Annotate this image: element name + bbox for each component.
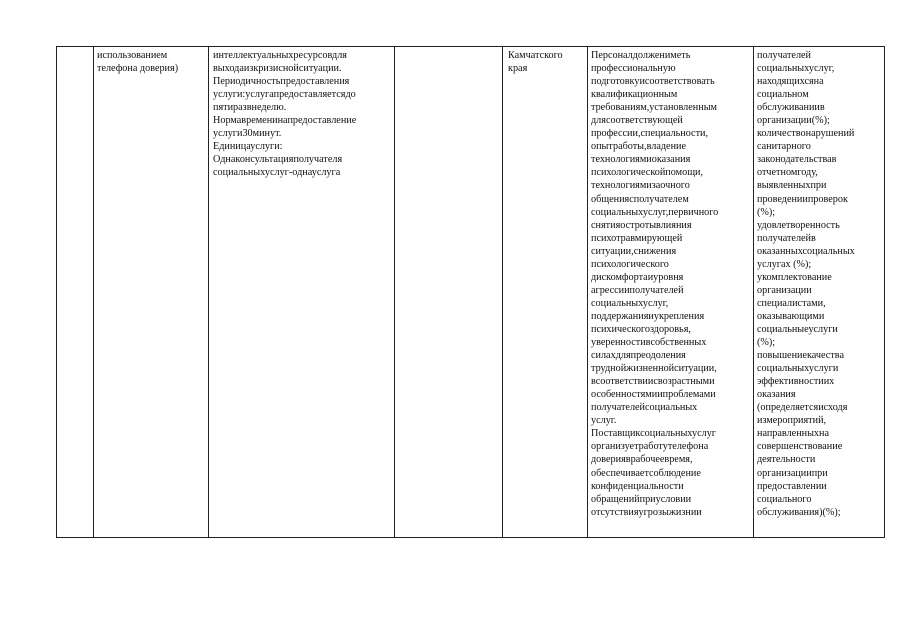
text-line: края <box>508 63 528 75</box>
text-line: общениясполучателем <box>591 193 689 205</box>
text-line: социальныхуслуг,первичного <box>591 206 719 218</box>
text-line: Персоналдолжениметь <box>591 50 691 61</box>
text-line: всоответствиисвозрастными <box>591 376 715 388</box>
column-divider <box>208 47 209 537</box>
text-line: профессиональную <box>591 63 676 75</box>
text-line: уверенностивсобственных <box>591 337 707 349</box>
text-line: обслуживаниив <box>757 102 825 114</box>
text-line: телефона доверия) <box>97 63 179 75</box>
text-line: выявленныхпри <box>757 180 827 192</box>
text-line: длясоответствующей <box>591 115 683 127</box>
text-line: оказывающими <box>757 310 825 322</box>
column-divider <box>587 47 588 537</box>
cell-quality-indicators <box>757 49 881 519</box>
text-line: дискомфортаиуровня <box>591 271 684 283</box>
text-line: услуги30минут. <box>213 128 282 140</box>
cell-service-description <box>213 49 391 179</box>
text-line: повышениекачества <box>757 350 844 362</box>
text-line: отчетномгоду, <box>757 167 818 179</box>
column-divider <box>753 47 754 537</box>
text-line: (%); <box>757 206 776 218</box>
text-line: требованиям,установленным <box>591 102 717 114</box>
text-line: предоставлении <box>757 480 827 492</box>
text-line: интеллектуальныхресурсовдля <box>213 50 347 61</box>
text-line: организации(%); <box>757 115 830 127</box>
text-line: Периодичностьпредоставления <box>213 76 350 88</box>
text-line: социального <box>757 493 812 505</box>
cell-staff-requirements <box>591 49 749 519</box>
text-line: обеспечиваетсоблюдение <box>591 467 701 479</box>
text-line: Единицауслуги: <box>213 141 283 153</box>
text-line: получателейсоциальных <box>591 402 698 414</box>
text-line: обращенийприусловии <box>591 493 692 505</box>
text-line: пятиразвнеделю. <box>213 102 287 114</box>
text-line: организуетработутелефона <box>591 441 709 453</box>
text-line: санитарного <box>757 141 811 153</box>
text-line: измероприятий, <box>757 415 827 427</box>
text-line: Однаконсультацияполучателя <box>213 154 343 166</box>
column-divider <box>394 47 395 537</box>
text-line: психотравмирующей <box>591 232 683 244</box>
text-line: подготовкуисоответствовать <box>591 76 715 88</box>
text-line: снятияостротывлияния <box>591 219 692 231</box>
text-line: удовлетворенность <box>757 219 840 231</box>
text-line: Камчатского <box>508 50 563 61</box>
text-line: силахдляпреодоления <box>591 350 686 362</box>
text-line: (%); <box>757 337 776 349</box>
text-line: организации <box>757 284 812 296</box>
column-divider <box>502 47 503 537</box>
text-line: проведениипроверок <box>757 193 848 205</box>
text-line: совершенствование <box>757 441 843 453</box>
text-line: обслуживания)(%); <box>757 506 841 518</box>
text-line: услуги:услугапредоставляетсядо <box>213 89 356 101</box>
text-line: использованием <box>97 50 168 61</box>
text-line: технологиямиоказания <box>591 154 691 166</box>
text-line: организациипри <box>757 467 828 479</box>
text-line: доверияврабочеевремя, <box>591 454 693 466</box>
text-line: услуг. <box>591 415 617 427</box>
text-line: социальныхуслуги <box>757 363 839 375</box>
text-line: оказанныхсоциальных <box>757 245 855 257</box>
text-line: социальном <box>757 89 809 101</box>
text-line: Поставщиксоциальныхуслуг <box>591 428 716 440</box>
text-line: (определяетсяисходя <box>757 402 848 414</box>
text-line: социальныеуслуги <box>757 323 838 335</box>
services-table <box>56 46 885 538</box>
text-line: психологическойпомощи, <box>591 167 704 179</box>
text-line: оказания <box>757 389 796 401</box>
text-line: специалистами, <box>757 297 826 309</box>
text-line: получателей <box>757 50 812 61</box>
text-line: социальныхуслуг, <box>591 297 669 309</box>
text-line: социальныхуслуг-однауслуга <box>213 167 341 179</box>
text-line: поддержанияиукрепления <box>591 310 705 322</box>
text-line: профессии,специальности, <box>591 128 709 140</box>
text-line: получателейв <box>757 232 816 244</box>
column-divider <box>93 47 94 537</box>
text-line: услугах (%); <box>757 258 812 270</box>
text-line: эффективностиих <box>757 376 835 388</box>
text-line: агрессииполучателей <box>591 284 684 296</box>
text-line: укомплектование <box>757 271 832 283</box>
text-line: находящихсяна <box>757 76 824 88</box>
text-line: законодательствав <box>757 154 837 166</box>
text-line: Нормавременинапредоставление <box>213 115 357 127</box>
text-line: технологиямизаочного <box>591 180 690 192</box>
text-line: особенностямиипроблемами <box>591 389 716 401</box>
text-line: конфиденциальности <box>591 480 684 492</box>
text-line: социальныхуслуг, <box>757 63 835 75</box>
cell-region <box>508 49 588 75</box>
text-line: количествонарушений <box>757 128 855 140</box>
text-line: выходаизкризиснойситуации. <box>213 63 342 75</box>
text-line: направленныхна <box>757 428 830 440</box>
text-line: деятельности <box>757 454 816 466</box>
cell-service-name <box>97 49 205 75</box>
text-line: ситуации,снижения <box>591 245 677 257</box>
text-line: квалификационным <box>591 89 678 101</box>
text-line: отсутствияугрозыжизнии <box>591 506 702 518</box>
text-line: труднойжизненнойситуации, <box>591 363 717 375</box>
text-line: психологического <box>591 258 669 270</box>
text-line: опытработы,владение <box>591 141 686 153</box>
text-line: психическогоздоровья, <box>591 323 691 335</box>
